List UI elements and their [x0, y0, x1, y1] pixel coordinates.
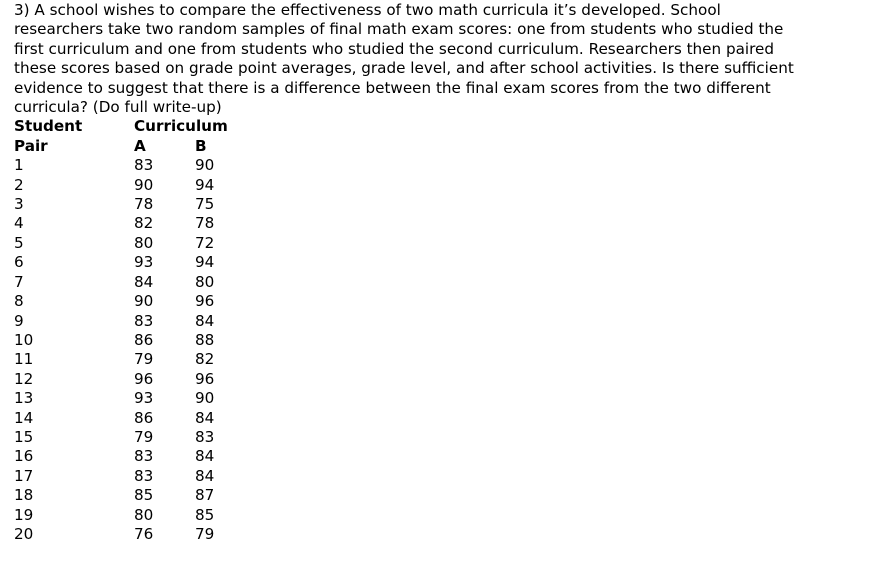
scores-table — [14, 117, 255, 544]
pair-cell: 20 — [14, 524, 34, 543]
problem-line: evidence to suggest that there is a difference between the final exam scores from the two different — [14, 78, 771, 97]
curriculum-a-cell: 78 — [134, 195, 154, 214]
pair-cell: 7 — [14, 272, 24, 291]
pair-header: Pair — [14, 136, 48, 155]
problem-line: 3) A school wishes to compare the effectiveness of two math curricula it’s developed. School — [14, 1, 721, 19]
table-row — [14, 195, 255, 214]
curriculum-b-cell: 79 — [195, 524, 215, 543]
curriculum-b-cell: 88 — [195, 330, 215, 349]
curriculum-a-cell: 79 — [134, 427, 154, 446]
curriculum-a-cell: 76 — [134, 524, 154, 543]
curriculum-a-cell: 83 — [134, 466, 154, 485]
table-row — [14, 370, 255, 389]
pair-cell: 2 — [14, 175, 24, 194]
table-row — [14, 350, 255, 369]
curriculum-b-cell: 90 — [195, 156, 215, 175]
curriculum-b-header: B — [195, 136, 207, 155]
curriculum-b-cell: 82 — [195, 350, 215, 369]
curriculum-b-cell: 96 — [195, 292, 215, 311]
curriculum-b-cell: 85 — [195, 505, 215, 524]
curriculum-a-cell: 96 — [134, 369, 154, 388]
pair-cell: 9 — [14, 311, 24, 330]
pair-cell: 8 — [14, 292, 24, 311]
pair-cell: 16 — [14, 447, 34, 466]
table-row — [14, 156, 255, 175]
pair-cell: 19 — [14, 505, 34, 524]
curriculum-a-cell: 83 — [134, 311, 154, 330]
table-body — [14, 156, 255, 544]
curriculum-a-cell: 86 — [134, 330, 154, 349]
curriculum-b-cell: 72 — [195, 233, 215, 252]
pair-cell: 11 — [14, 350, 34, 369]
table-row — [14, 253, 255, 272]
curriculum-a-cell: 80 — [134, 233, 154, 252]
curriculum-a-cell: 86 — [134, 408, 154, 427]
table-header-row — [14, 117, 255, 136]
document-page — [14, 1, 890, 544]
problem-statement — [14, 1, 890, 117]
curriculum-a-cell: 84 — [134, 272, 154, 291]
table-row — [14, 273, 255, 292]
curriculum-b-cell: 83 — [195, 427, 215, 446]
table-row — [14, 176, 255, 195]
table-row — [14, 389, 255, 408]
curriculum-b-cell: 80 — [195, 272, 215, 291]
pair-cell: 15 — [14, 427, 34, 446]
table-row — [14, 234, 255, 253]
pair-cell: 5 — [14, 233, 24, 252]
curriculum-a-cell: 83 — [134, 156, 154, 175]
curriculum-b-cell: 87 — [195, 486, 215, 505]
pair-cell: 10 — [14, 330, 34, 349]
table-row — [14, 486, 255, 505]
curriculum-b-cell: 84 — [195, 311, 215, 330]
pair-cell: 4 — [14, 214, 24, 233]
pair-cell: 17 — [14, 466, 34, 485]
problem-line: curricula? (Do full write-up) — [14, 98, 222, 117]
curriculum-a-cell: 93 — [134, 389, 154, 408]
table-row — [14, 525, 255, 544]
pair-cell: 18 — [14, 486, 34, 505]
curriculum-b-cell: 94 — [195, 253, 215, 272]
curriculum-b-cell: 90 — [195, 389, 215, 408]
table-row — [14, 409, 255, 428]
pair-cell: 1 — [14, 156, 24, 175]
pair-cell: 13 — [14, 389, 34, 408]
pair-cell: 6 — [14, 253, 24, 272]
curriculum-a-cell: 80 — [134, 505, 154, 524]
problem-line: first curriculum and one from students who studied the second curriculum. Researchers then paired — [14, 39, 775, 58]
curriculum-a-cell: 90 — [134, 175, 154, 194]
curriculum-a-cell: 93 — [134, 253, 154, 272]
curriculum-a-cell: 83 — [134, 447, 154, 466]
curriculum-b-cell: 75 — [195, 195, 215, 214]
curriculum-b-cell: 96 — [195, 369, 215, 388]
curriculum-b-cell: 94 — [195, 175, 215, 194]
table-row — [14, 331, 255, 350]
curriculum-b-cell: 84 — [195, 408, 215, 427]
problem-line: researchers take two random samples of final math exam scores: one from students who studied the — [14, 20, 784, 39]
problem-line: these scores based on grade point averages, grade level, and after school activities. Is there sufficient — [14, 59, 794, 78]
curriculum-a-header: A — [134, 136, 146, 155]
curriculum-header: Curriculum — [134, 117, 228, 136]
curriculum-a-cell: 82 — [134, 214, 154, 233]
curriculum-b-cell: 84 — [195, 466, 215, 485]
curriculum-a-cell: 85 — [134, 486, 154, 505]
pair-cell: 14 — [14, 408, 34, 427]
pair-cell: 3 — [14, 195, 24, 214]
table-row — [14, 428, 255, 447]
table-row — [14, 312, 255, 331]
table-row — [14, 447, 255, 466]
table-row — [14, 292, 255, 311]
curriculum-b-cell: 84 — [195, 447, 215, 466]
table-row — [14, 467, 255, 486]
curriculum-a-cell: 90 — [134, 292, 154, 311]
curriculum-b-cell: 78 — [195, 214, 215, 233]
table-header-row — [14, 137, 255, 156]
pair-cell: 12 — [14, 369, 34, 388]
table-row — [14, 506, 255, 525]
table-row — [14, 214, 255, 233]
curriculum-a-cell: 79 — [134, 350, 154, 369]
student-header: Student — [14, 117, 83, 136]
